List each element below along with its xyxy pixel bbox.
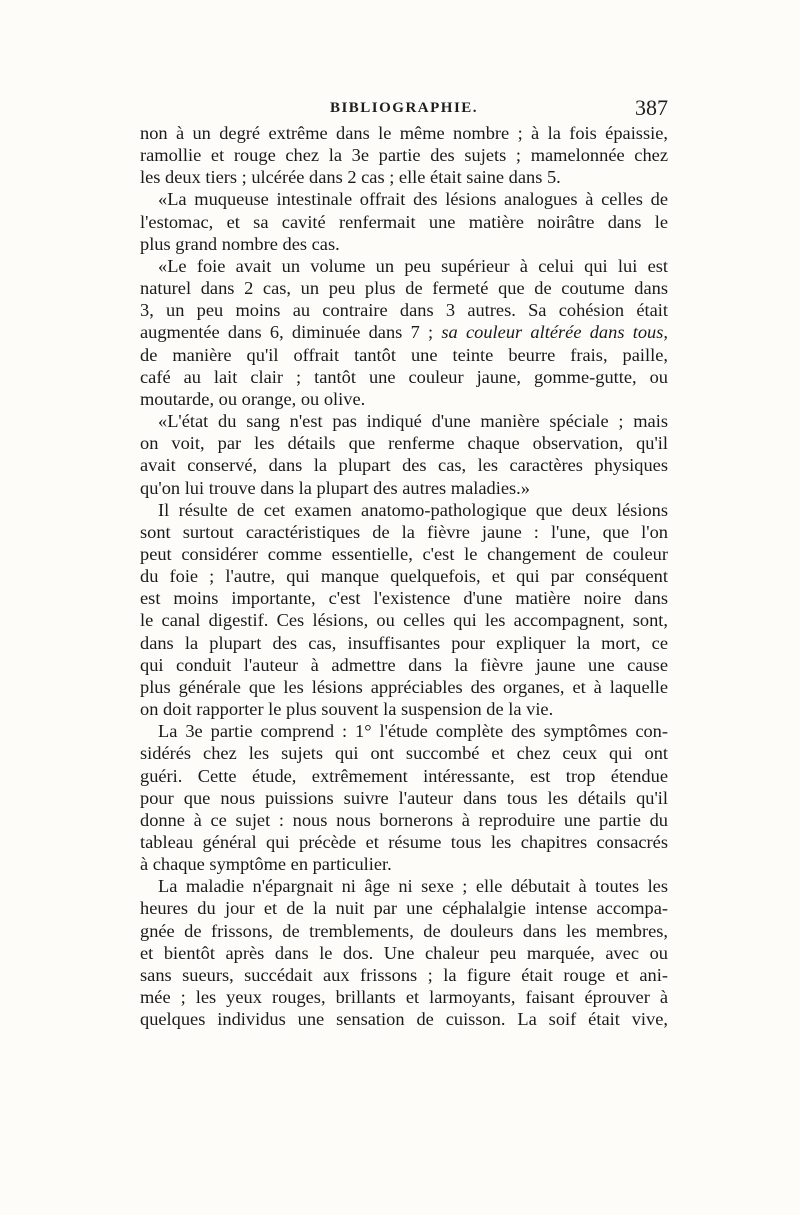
text-line: «Le foie avait un volume un peu supérieur à celui qui lui est [158,255,668,276]
text-line: guéri. Cette étude, extrêmement intéressante, est trop étendue [140,765,668,786]
text-line: plus générale que les lésions appréciables des organes, et à laquelle [140,676,668,697]
text-line: qu'on lui trouve dans la plupart des autres maladies.» [140,477,530,498]
text-line: donne à ce sujet : nous nous bornerons à reproduire une partie du [140,809,668,830]
text-line: tableau général qui précède et résume tous les chapitres consacrés [140,832,668,852]
text-line: non à un degré extrême dans le même nombre ; à la fois épaissie, [140,123,668,143]
text-line: ramollie et rouge chez la 3e partie des sujets ; mamelonnée chez [140,145,668,166]
text-line: sidérés chez les sujets qui ont succombé et chez ceux qui ont [140,743,668,764]
text-line: plus grand nombre des cas. [140,233,340,254]
text-line: 3, un peu moins au contraire dans 3 autres. Sa cohésion était [140,300,668,321]
text-line: de manière qu'il offrait tantôt une teinte beurre frais, paille, [140,344,668,365]
text-line: peut considérer comme essentielle, c'est le changement de couleur [140,543,668,564]
text-line: du foie ; l'autre, qui manque quelquefois, et qui par conséquent [140,566,668,587]
text-line: est moins importante, c'est l'existence d'une matière noire dans [140,588,668,609]
text-line: et bientôt après dans le dos. Une chaleur peu marquée, avec ou [140,942,668,963]
page-header [140,97,668,121]
text-line-start: augmentée dans 6, diminuée dans 7 ; [140,322,442,343]
text-line: pour que nous puissions suivre l'auteur dans tous les détails qu'il [140,787,668,808]
body-text [140,122,668,1030]
running-title: BIBLIOGRAPHIE. [329,100,479,116]
text-line: les deux tiers ; ulcérée dans 2 cas ; elle était saine dans 5. [140,167,561,188]
text-line: «L'état du sang n'est pas indiqué d'une manière spéciale ; mais [158,411,668,432]
text-line: «La muqueuse intestinale offrait des lésions analogues à celles de [158,189,668,210]
text-line: Il résulte de cet examen anatomo-pathologique que deux lésions [158,499,668,520]
text-line: La 3e partie comprend : 1° l'étude complète des symptômes con- [158,721,668,742]
text-line: naturel dans 2 cas, un peu plus de fermeté que de coutume dans [140,278,668,299]
page-number: 387 [635,95,668,120]
text-line: qui conduit l'auteur à admettre dans la fièvre jaune une cause [140,654,668,675]
text-line: café au lait clair ; tantôt une couleur jaune, gomme-gutte, ou [140,366,668,387]
text-line: à chaque symptôme en particulier. [140,854,392,875]
text-line: l'estomac, et sa cavité renfermait une matière noirâtre dans le [140,211,668,232]
text-line: heures du jour et de la nuit par une céphalalgie intense accompa- [140,898,668,919]
text-line: quelques individus une sensation de cuisson. La soif était vive, [140,1009,668,1030]
text-line: dans la plupart des cas, insuffisantes pour expliquer la mort, ce [140,632,668,653]
text-line: mée ; les yeux rouges, brillants et larmoyants, faisant éprouver à [140,987,668,1008]
text-line: La maladie n'épargnait ni âge ni sexe ; elle débutait à toutes les [158,876,668,897]
text-line: sans sueurs, succédait aux frissons ; la figure était rouge et ani- [140,964,668,985]
text-line: moutarde, ou orange, ou olive. [140,388,366,409]
text-line: gnée de frissons, de tremblements, de douleurs dans les membres, [140,920,668,941]
text-line: sont surtout caractéristiques de la fièvre jaune : l'une, que l'on [140,521,668,542]
italic-phrase: sa couleur altérée dans tous, [441,322,668,343]
text-line: avait conservé, dans la plupart des cas, les caractères physiques [140,455,668,476]
text-line: le canal digestif. Ces lésions, ou celles qui les accompagnent, sont, [140,610,668,631]
text-line-with-italic [140,321,668,343]
text-line: on voit, par les détails que renferme chaque observation, qu'il [140,433,668,454]
text-line: on doit rapporter le plus souvent la suspension de la vie. [140,699,554,720]
